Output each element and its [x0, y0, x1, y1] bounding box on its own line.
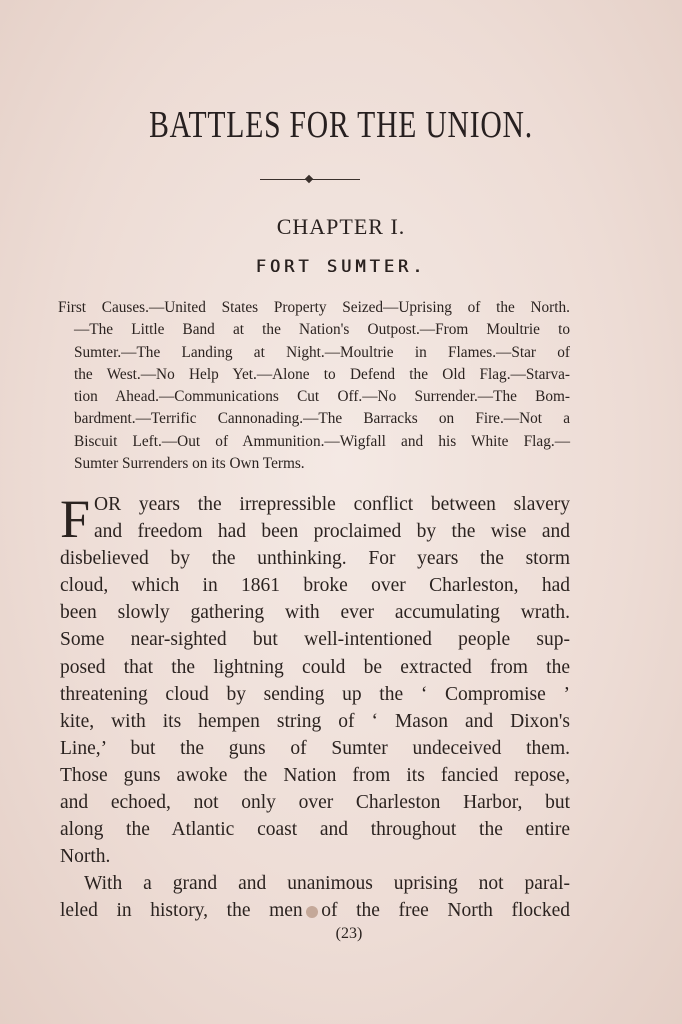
summary-line: First Causes.—United States Property Seized—Uprising of the North. — [58, 299, 570, 316]
body-line: leled in history, the men of the free North flocked — [60, 900, 570, 922]
body-line: OR years the irrepressible conflict between slavery — [94, 494, 570, 515]
body-line: Some near-sighted but well-intentioned people sup- — [60, 629, 570, 651]
body-line: cloud, which in 1861 broke over Charleston, had — [60, 575, 570, 597]
body-line: North. — [60, 846, 111, 868]
body-line: posed that the lightning could be extracted from the — [60, 656, 570, 678]
ornament-diamond-icon — [305, 175, 313, 183]
summary-line: Sumter.—The Landing at Night.—Moultrie in Flames.—Star of — [74, 343, 570, 361]
page-number: (23) — [335, 925, 363, 942]
summary-line: —The Little Band at the Nation's Outpost.—From Moultrie to — [74, 321, 570, 339]
chapter-title: FORT SUMTER. — [255, 257, 427, 277]
body-line: Those guns awoke the Nation from its fancied repose, — [60, 764, 570, 786]
body-line: been slowly gathering with ever accumulating wrath. — [60, 602, 570, 624]
body-line: along the Atlantic coast and throughout the entire — [60, 819, 570, 841]
chapter-number: CHAPTER I. — [276, 214, 406, 239]
body-line: With a grand and unanimous uprising not paral- — [84, 873, 570, 895]
body-line: kite, with its hempen string of ‘ Mason and Dixon's — [60, 710, 570, 732]
title-ornament — [260, 178, 360, 182]
summary-line: the West.—No Help Yet.—Alone to Defend the Old Flag.—Starva- — [74, 365, 570, 383]
body-line: and freedom had been proclaimed by the wise and — [94, 521, 570, 543]
summary-line: bardment.—Terrific Cannonading.—The Barracks on Fire.—Not a — [74, 410, 570, 428]
body-text — [60, 491, 570, 925]
chapter-summary — [58, 297, 570, 475]
body-line: disbelieved by the unthinking. For years the storm — [60, 548, 570, 570]
summary-line: Biscuit Left.—Out of Ammunition.—Wigfall and his White Flag.— — [74, 432, 570, 450]
book-title: BATTLES FOR THE UNION. — [149, 104, 533, 146]
drop-cap: F — [60, 489, 91, 549]
summary-line: tion Ahead.—Communications Cut Off.—No Surrender.—The Bom- — [74, 388, 570, 406]
body-line: Line,’ but the guns of Sumter undeceived them. — [60, 737, 570, 759]
summary-line: Sumter Surrenders on its Own Terms. — [74, 455, 305, 473]
body-line: and echoed, not only over Charleston Harbor, but — [60, 792, 570, 814]
body-line: threatening cloud by sending up the ‘ Compromise ’ — [60, 683, 570, 705]
paper-stain — [306, 906, 318, 918]
